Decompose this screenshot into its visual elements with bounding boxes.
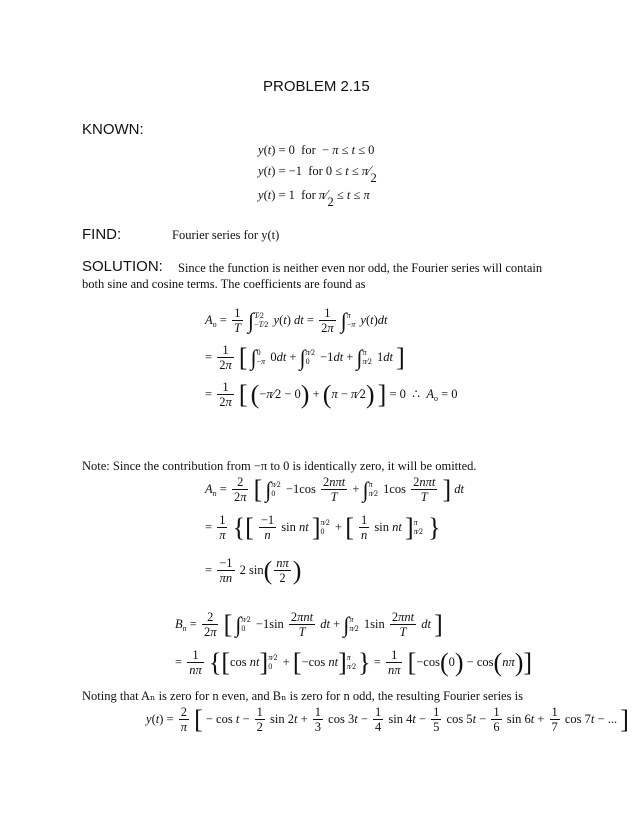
bn-line-1: $B_n$ = $\frac{2}{2\pi}$ [ ∫ π⁄2 0 −1sin $\frac{\text{2πnt}}{T}$ dt + ∫ π π⁄2 1sin $\frac{\text{2πnt}}{T}$ dt ]	[175, 609, 443, 640]
known-line-1: y(t) = 0 for − π ≤ t ≤ 0	[258, 143, 375, 157]
known-label: KNOWN:	[82, 121, 144, 138]
page-title: PROBLEM 2.15	[263, 78, 370, 95]
a0-line-1: $A_o$ = $\frac{1}{T}$ ∫ T⁄2 −T⁄2 y(t) dt = $\frac{1}{2\pi}$ ∫ π −π y(t)dt	[205, 306, 388, 336]
noting-text: Noting that Aₙ is zero for n even, and Bₙ is zero for n odd, the resulting Fourier series is	[82, 689, 523, 703]
a0-line-2: = $\frac{1}{2\pi}$ [ ∫ 0 −π 0dt + ∫ π⁄2 0 −1dt + ∫ π π⁄2 1dt ]	[205, 342, 405, 373]
an-line-2: = $\frac{1}{\pi}$ {[ $\frac{-1}{n}$ sin nt ] π⁄2 0 + [ $\frac{1}{n}$ sin nt ] π π⁄2 }	[205, 512, 441, 543]
find-text: Fourier series for y(t)	[172, 228, 280, 242]
solution-text-2: both sine and cosine terms. The coefficients are found as	[82, 277, 366, 291]
a0-line-3: = $\frac{1}{2\pi}$ [ (−π⁄2 − 0) + (π − π⁄2) ] = 0 ∴ $A_o = 0$	[205, 379, 458, 410]
find-label: FIND:	[82, 226, 122, 243]
final-series: y(t) = $\frac{2}{\pi}$ [ − cos t − $\frac{1}{2}$ sin 2t + $\frac{1}{3}$ cos 3t − $\frac{1}{4}$ sin 4t − $\frac{1}{5}$ cos 5t − $\frac{1}{6}$ sin 6t + $\frac{1}{7}$ cos 7t − ... ]	[146, 704, 629, 735]
known-line-3: y(t) = 1 for π⁄2 ≤ t ≤ π	[258, 188, 370, 209]
bn-line-2: = $\frac{1}{n\pi}$ {[cos nt] π⁄2 0 + [−cos nt] π π⁄2 } = $\frac{1}{n\pi}$ [−cos(0) − cos(nπ)]	[175, 647, 533, 678]
note-text: Note: Since the contribution from −π to 0 is identically zero, it will be omitted.	[82, 459, 477, 473]
an-line-3: = $\frac{-1}{\pi n}$ 2 sin( $\frac{n\pi}{2}$ )	[205, 555, 302, 586]
an-line-1: $A_n$ = $\frac{2}{2\pi}$ [ ∫ π⁄2 0 −1cos $\frac{\text{2nπt}}{T}$ + ∫ π π⁄2 1cos $\frac{\text{2nπt}}{T}$ ] dt	[205, 474, 465, 505]
known-line-2: y(t) = −1 for 0 ≤ t ≤ π⁄2	[258, 164, 377, 185]
solution-text-1: Since the function is neither even nor odd, the Fourier series will contain	[178, 261, 543, 275]
solution-label: SOLUTION:	[82, 258, 163, 275]
